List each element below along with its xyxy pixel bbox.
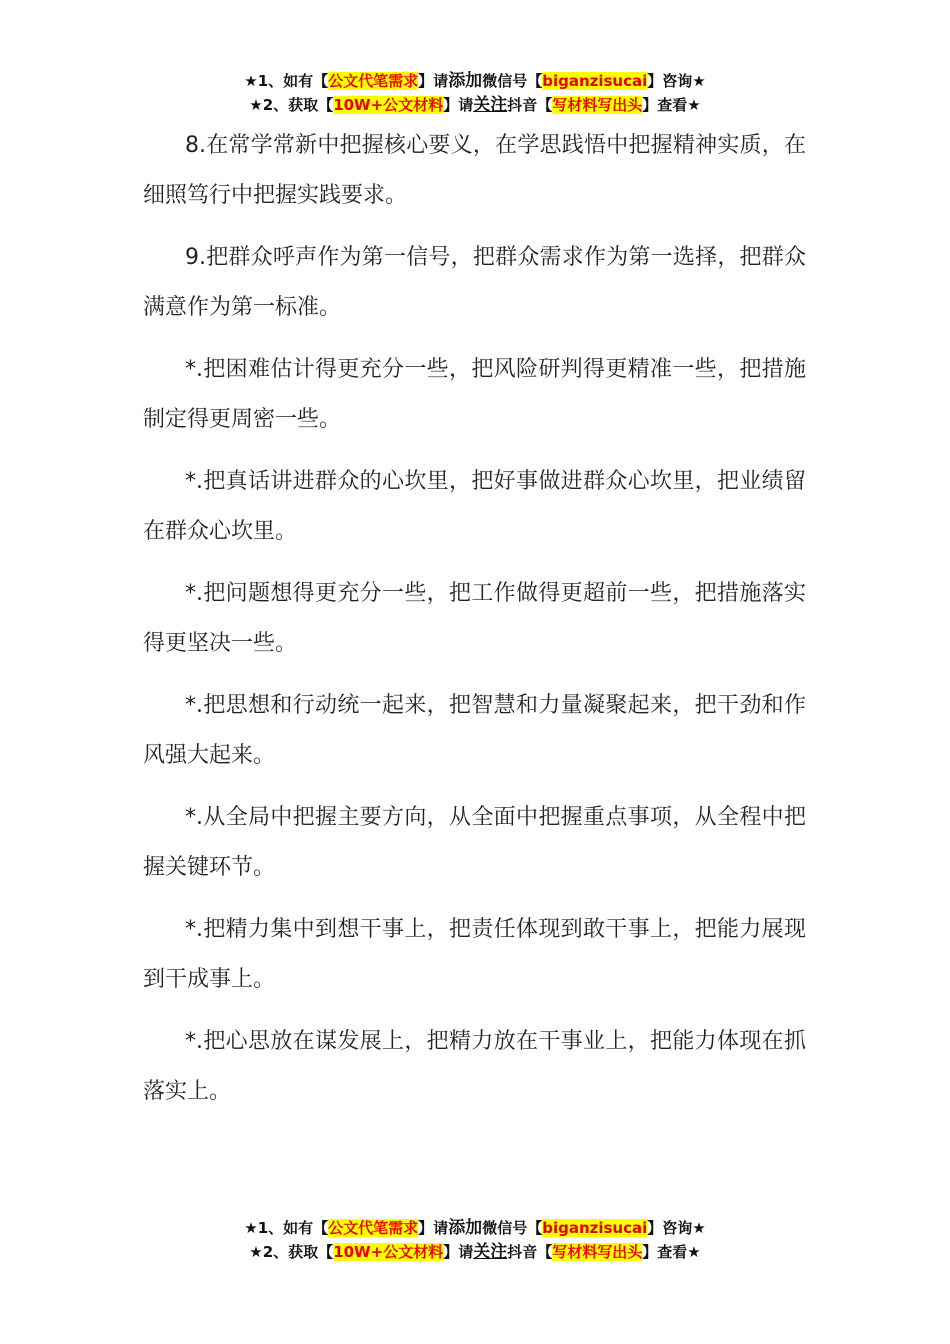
header-banner <box>0 69 950 117</box>
paragraph: *.把思想和行动统一起来，把智慧和力量凝聚起来，把干劲和作风强大起来。 <box>143 693 806 768</box>
banner-emphasis: 添加 <box>448 1218 483 1238</box>
banner-text: 】请 <box>443 1243 474 1261</box>
banner-prefix: ★1、如有【 <box>244 72 329 90</box>
banner-text: 】请 <box>418 72 449 90</box>
banner-prefix: ★1、如有【 <box>244 1219 329 1237</box>
banner-emphasis: 关注 <box>473 1242 508 1262</box>
banner-text: 抖音【 <box>507 1243 553 1261</box>
footer-banner-line-2 <box>0 1240 950 1264</box>
banner-text: 微信号【 <box>482 1219 543 1237</box>
paragraph: *.从全局中把握主要方向，从全面中把握重点事项，从全程中把握关键环节。 <box>143 805 806 880</box>
banner-highlight-service: 公文代笔需求 <box>328 72 419 90</box>
banner-prefix: ★2、获取【 <box>249 1243 334 1261</box>
banner-highlight-materials: 10W+公文材料 <box>333 96 444 114</box>
paragraph: *.把心思放在谋发展上，把精力放在干事业上，把能力体现在抓落实上。 <box>143 1029 806 1104</box>
banner-suffix: 】咨询★ <box>647 1219 706 1237</box>
paragraph: 8.在常学常新中把握核心要义，在学思践悟中把握精神实质，在细照笃行中把握实践要求。 <box>143 133 806 208</box>
paragraph: 9.把群众呼声作为第一信号，把群众需求作为第一选择，把群众满意作为第一标准。 <box>143 245 806 320</box>
banner-highlight-douyin-account: 写材料写出头 <box>552 1243 643 1261</box>
banner-prefix: ★2、获取【 <box>249 96 334 114</box>
footer-banner <box>0 1216 950 1264</box>
banner-emphasis: 关注 <box>473 95 508 115</box>
banner-text: 抖音【 <box>507 96 553 114</box>
header-banner-line-2 <box>0 93 950 117</box>
paragraph: *.把困难估计得更充分一些，把风险研判得更精准一些，把措施制定得更周密一些。 <box>143 357 806 432</box>
paragraph: *.把精力集中到想干事上，把责任体现到敢干事上，把能力展现到干成事上。 <box>143 917 806 992</box>
banner-highlight-wechat-id: biganzisucai <box>542 1219 648 1237</box>
banner-text: 】请 <box>443 96 474 114</box>
banner-highlight-wechat-id: biganzisucai <box>542 72 648 90</box>
paragraph: *.把真话讲进群众的心坎里，把好事做进群众心坎里，把业绩留在群众心坎里。 <box>143 469 806 544</box>
banner-suffix: 】查看★ <box>642 96 701 114</box>
banner-highlight-douyin-account: 写材料写出头 <box>552 96 643 114</box>
banner-highlight-service: 公文代笔需求 <box>328 1219 419 1237</box>
footer-banner-line-1 <box>0 1216 950 1240</box>
banner-suffix: 】查看★ <box>642 1243 701 1261</box>
banner-text: 微信号【 <box>482 72 543 90</box>
document-body <box>143 121 806 1129</box>
banner-highlight-materials: 10W+公文材料 <box>333 1243 444 1261</box>
banner-emphasis: 添加 <box>448 71 483 91</box>
banner-suffix: 】咨询★ <box>647 72 706 90</box>
header-banner-line-1 <box>0 69 950 93</box>
paragraph: *.把问题想得更充分一些，把工作做得更超前一些，把措施落实得更坚决一些。 <box>143 581 806 656</box>
banner-text: 】请 <box>418 1219 449 1237</box>
